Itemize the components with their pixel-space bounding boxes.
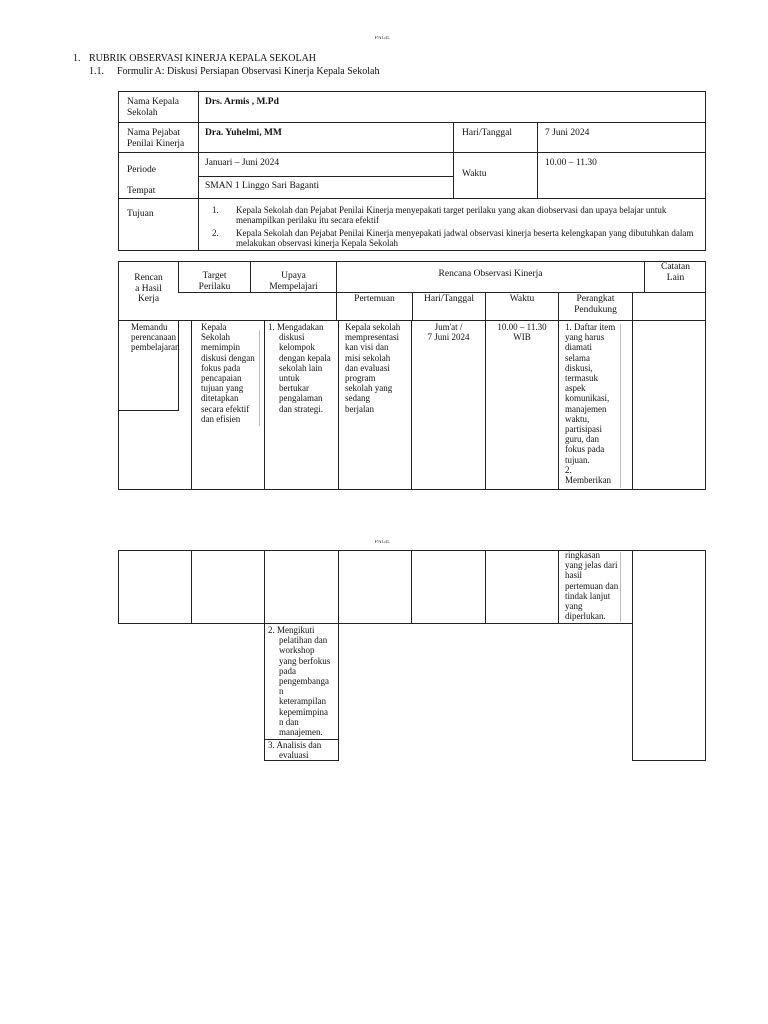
plan-hline-sub bbox=[178, 292, 706, 293]
plan-body-vline-2 bbox=[264, 320, 265, 490]
cell-waktu: 10.00 – 11.30 WIB bbox=[497, 322, 547, 343]
cell-upaya-1: 1. Mengadakan diskusi kelompok dengan kepala sekolah lain untuk bertukar pengalaman dan strategi. bbox=[268, 322, 331, 414]
plan-body-vline-7 bbox=[632, 320, 633, 490]
periode-value: Januari – Juni 2024 bbox=[205, 158, 280, 168]
tujuan-label: Tujuan bbox=[127, 209, 154, 219]
perangkat-inner-line bbox=[620, 324, 621, 488]
cell-hari: Jum'at / 7 Juni 2024 bbox=[427, 322, 470, 343]
info-hline-2 bbox=[118, 152, 706, 153]
cont-vline-6 bbox=[558, 550, 559, 624]
cell-perangkat-page1: 1. Daftar item yang harus diamati selama diskusi, termasuk aspek komunikasi, manajemen waktu, partisipasi guru, dan fokus pada tujuan. 2. Memberikan bbox=[565, 322, 616, 486]
header-perangkat: Perangkat Pendukung bbox=[574, 294, 617, 315]
tujuan-item-1-number: 1. bbox=[212, 205, 219, 215]
perangkat-cont-inner-line bbox=[620, 552, 621, 622]
info-hline-4 bbox=[118, 198, 706, 199]
info-vline-3 bbox=[537, 122, 538, 198]
header-upaya: Upaya Mempelajari bbox=[269, 271, 318, 292]
plan-body-vline-6 bbox=[558, 320, 559, 490]
cell-upaya-2: 2. Mengikuti pelatihan dan workshop yang berfokus pada pengembanga n keterampilan kepemimpina n dan manajemen. bbox=[268, 625, 331, 738]
cell-upaya-3: 3. Analisis dan evaluasi bbox=[268, 740, 322, 761]
header-pertemuan: Pertemuan bbox=[354, 294, 395, 304]
kepala-value: Drs. Armis , M.Pd bbox=[205, 97, 279, 107]
tempat-value: SMAN 1 Linggo Sari Baganti bbox=[205, 181, 319, 191]
section-number: 1. bbox=[73, 53, 81, 64]
header-target: Target Perilaku bbox=[198, 271, 231, 292]
periode-label: Periode bbox=[127, 165, 157, 175]
info-vline-2 bbox=[453, 122, 454, 198]
hari-label: Hari/Tanggal bbox=[462, 128, 512, 138]
rencana-cell-hline bbox=[118, 410, 179, 411]
subsection-title: Formulir A: Diskusi Persiapan Observasi Kinerja Kepala Sekolah bbox=[117, 66, 380, 77]
cell-target: Kepala Sekolah memimpin diskusi dengan fokus pada pencapaian tujuan yang ditetapkan secara efektif dan efisien bbox=[201, 322, 255, 424]
page-field-middle: PAGE bbox=[374, 540, 390, 545]
header-catatan: Catatan Lain bbox=[660, 262, 690, 283]
plan-body-vline-4 bbox=[411, 320, 412, 490]
pejabat-label: Nama Pejabat Penilai Kinerja bbox=[127, 128, 185, 149]
plan-vline-g bbox=[632, 292, 633, 321]
waktu-value: 10.00 – 11.30 bbox=[545, 158, 597, 168]
tempat-label: Tempat bbox=[127, 186, 156, 196]
waktu-label: Waktu bbox=[462, 169, 487, 179]
cell-rencana: Memandu perencanaan pembelajaran bbox=[131, 322, 180, 353]
hari-value: 7 Juni 2024 bbox=[545, 128, 590, 138]
cont-vline-7 bbox=[632, 550, 633, 761]
header-rencana: Rencan a Hasil Kerja bbox=[134, 273, 163, 304]
cont-vline-5 bbox=[485, 550, 486, 624]
cont-vline-4 bbox=[411, 550, 412, 624]
plan-body-vline-3 bbox=[338, 320, 339, 490]
kepala-label: Nama Kepala Sekolah bbox=[127, 97, 179, 118]
cont-vline-8 bbox=[705, 550, 706, 761]
catatan-bottom-line bbox=[632, 760, 706, 761]
info-hline-3 bbox=[198, 176, 453, 177]
page-field-top: PAGE bbox=[374, 36, 390, 41]
section-title: RUBRIK OBSERVASI KINERJA KEPALA SEKOLAH bbox=[89, 53, 317, 64]
cont-vline-3 bbox=[338, 550, 339, 761]
plan-body-vline-5 bbox=[485, 320, 486, 490]
cell-perangkat-page2: ringkasan yang jelas dari hasil pertemuan dan tindak lanjut yang diperlukan. bbox=[565, 550, 619, 622]
target-inner-line bbox=[259, 330, 260, 426]
header-waktu: Waktu bbox=[509, 294, 535, 304]
header-hari-tanggal: Hari/Tanggal bbox=[424, 294, 474, 304]
header-rencana-observasi: Rencana Observasi Kinerja bbox=[438, 269, 543, 279]
cont-vline-2 bbox=[264, 550, 265, 761]
info-table-border bbox=[118, 91, 706, 251]
subsection-number: 1.1. bbox=[89, 66, 104, 77]
tujuan-item-2: 2. Kepala Sekolah dan Pejabat Penilai Kinerja menyepakati jadwal observasi kinerja beserta kelengkapan yang dibutuhkan dalam melakukan observasi kinerja Kepala Sekolah bbox=[212, 228, 694, 249]
info-vline-1 bbox=[198, 91, 199, 251]
cell-pertemuan: Kepala sekolah mempresentasi kan visi dan misi sekolah dan evaluasi program sekolah yang sedang berjalan bbox=[345, 322, 401, 414]
cont-bottom-line bbox=[118, 623, 633, 624]
cont-vline-0 bbox=[118, 550, 119, 624]
pejabat-value: Dra. Yuhelmi, MM bbox=[205, 128, 282, 138]
info-hline-1 bbox=[118, 122, 706, 123]
tujuan-item-2-number: 2. bbox=[212, 228, 219, 238]
plan-body-vline-1 bbox=[191, 320, 192, 490]
tujuan-item-1: 1. Kepala Sekolah dan Pejabat Penilai Kinerja menyepakati target perilaku yang akan diobservasi dan upaya belajar untuk menampilkan perilaku itu secara efektif bbox=[212, 205, 667, 226]
cont-vline-1 bbox=[191, 550, 192, 624]
